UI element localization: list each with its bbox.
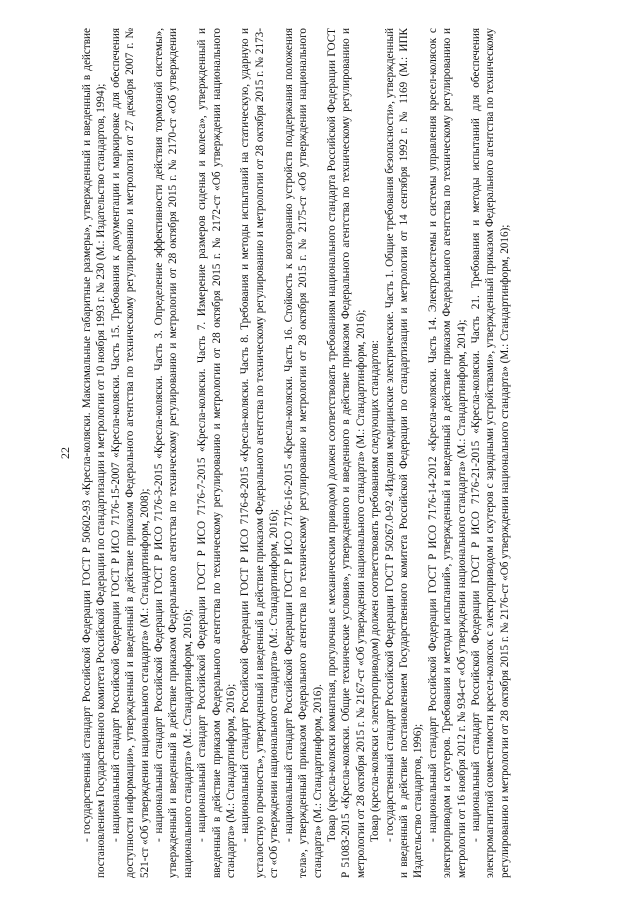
paragraph-mechanical-wheelchairs: Товар (кресла-коляски комнатная, прогулочная с механическим приводом) должен соответствовать требованиям национального стандарта Российской Федерации ГОСТ Р 51083-2015 «Кресла-коляски. Общие технические условия», утвержденного и введенного в действие приказом Федерального агентства по техническому регулированию и метрологии от 28 октября 2015 г. № 2167-ст «Об утверждении национального стандарта» (М.: Стандартинформ, 2016);	[325, 28, 367, 878]
paragraph-gost-50602: - государственный стандарт Российской Федерации ГОСТ Р 50602-93 «Кресла-коляски. Максимальные габаритные размеры», утвержденный и введенный в действие постановлением Государственного комитета Российской Федерации по стандартизации и метрологии от 10 ноября 1993 г. № 230 (М.: Издательство стандартов, 1994);	[81, 28, 108, 878]
paragraph-gost-7176-15: - национальный стандарт Российской Федерации ГОСТ Р ИСО 7176-15-2007 «Кресла-коляски. Часть 15. Требования к документации и маркировке для обеспечения доступности информации», утвержденный и введенный в действие приказом Федерального агентства по техническому регулированию и метрологии от 27 декабря 2007 г. № 521-ст «Об утверждении национального стандарта» (М.: Стандартинформ, 2008);	[109, 28, 151, 878]
paragraph-gost-7176-3: - национальный стандарт Российской Федерации ГОСТ Р ИСО 7176-3-2015 «Кресла-коляски. Часть 3. Определение эффективности действия тормозной системы», утвержденный и введенный в действие приказом Федерального агентства по техническому регулированию и метрологии от 28 октября 2015 г. № 2170-ст «Об утверждении национального стандарта» (М.: Стандартинформ, 2016);	[153, 28, 194, 878]
paragraph-gost-7176-16: - национальный стандарт Российской Федерации ГОСТ Р ИСО 7176-16-2015 «Кресла-коляски. Часть 16. Стойкость к возгоранию устройств поддержания положения тела», утвержденный приказом Федерального агентства по техническому регулированию и метрологии от 28 октября 2015 г. № 2175-ст «Об утверждении национального стандарта» (М.: Стандартинформ, 2016).	[282, 28, 324, 878]
paragraph-electric-wheelchairs-intro: Товар (кресла-коляски с электроприводом) должен соответствовать требованиям следующих стандартов:	[369, 340, 382, 842]
body-text	[80, 28, 512, 878]
paragraph-gost-7176-7: - национальный стандарт Российской Федерации ГОСТ Р ИСО 7176-7-2015 «Кресла-коляски. Часть 7. Измерение размеров сиденья и колеса», утвержденный и введенный в действие приказом Федерального агентства по техническому регулированию и метрологии от 28 октября 2015 г. № 2172-ст «Об утверждении национального стандарта» (М.: Стандартинформ, 2016);	[196, 28, 238, 878]
paragraph-gost-50267: - государственный стандарт Российской Федерации ГОСТ Р 50267.0-92 «Изделия медицинские электрические. Часть 1. Общие требования безопасности», утвержденный и введенный в действие постановлением Государственного комитета Российской Федерации по стандартизации и метрологии от 14 сентября 1992 г. № 1169 (М.: ИПК Издательство стандартов, 1996);	[383, 28, 425, 878]
rotated-scan	[56, 28, 616, 878]
paragraph-gost-7176-14: - национальный стандарт Российской Федерации ГОСТ Р ИСО 7176-14-2012 «Кресла-коляски. Часть 14. Электросистемы и системы управления кресел-колясок с электроприводом и скутеров. Требования и методы испытаний», утвержденный и введенный в действие приказом Федерального агентства по техническому регулированию и метрологии от 16 ноября 2012 г. № 934-ст «Об утверждении национального стандарта» (М.: Стандартинформ, 2014);	[426, 28, 468, 878]
page-number: 22	[58, 447, 72, 459]
paragraph-gost-7176-21: - национальный стандарт Российской Федерации ГОСТ Р ИСО 7176-21-2015 «Кресла-коляски. Часть 21. Требования и методы испытаний для обеспечения электромагнитной совместимости кресел-колясок с электроприводом и скутеров с зарядными устройствами», утвержденный приказом Федерального агентства по техническому регулированию и метрологии от 28 октября 2015 г. № 2176-ст «Об утверждении национального стандарта» (М.: Стандартинформ, 2016);	[469, 28, 511, 878]
paragraph-gost-7176-8: - национальный стандарт Российской Федерации ГОСТ Р ИСО 7176-8-2015 «Кресла-коляски. Часть 8. Требования и методы испытаний на статическую, ударную и усталостную прочность», утвержденный и введенный в действие приказом Федерального агентства по техническому регулированию и метрологии от 28 октября 2015 г. № 2173-ст «Об утверждении национального стандарта» (М.: Стандартинформ, 2016);	[239, 28, 281, 878]
